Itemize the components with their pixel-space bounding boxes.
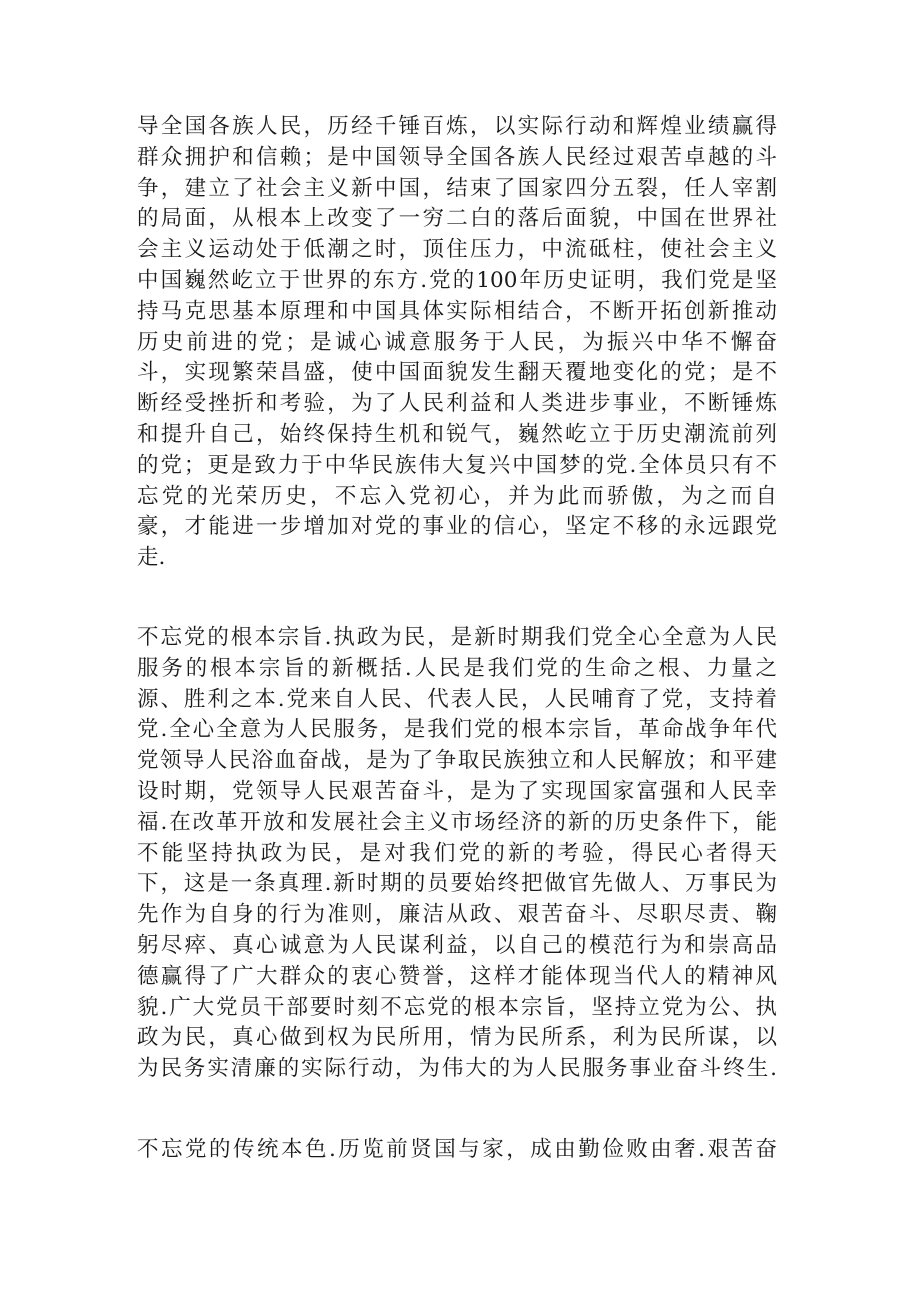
text-line: 貌.广大党员干部要时刻不忘党的根本宗旨，坚持立党为公、执: [137, 994, 777, 1020]
paragraph-tradition: [137, 1135, 777, 1166]
text-line: 不忘党的传统本色.历览前贤国与家，成由勤俭败由奢.艰苦奋: [137, 1137, 777, 1162]
text-line: 和提升自己，始终保持生机和锐气，巍然屹立于历史潮流前列: [137, 421, 777, 447]
text-line: 为民务实清廉的实际行动，为伟大的为人民服务事业奋斗终生.: [137, 1056, 777, 1082]
text-line: 党.全心全意为人民服务，是我们党的根本宗旨，革命战争年代: [137, 717, 777, 743]
text-line: 豪，才能进一步增加对党的事业的信心，坚定不移的永远跟党: [137, 514, 777, 540]
text-line: 不忘党的根本宗旨.执政为民，是新时期我们党全心全意为人民: [137, 625, 777, 650]
text-line: 断经受挫折和考验，为了人民利益和人类进步事业，不断锤炼: [137, 391, 777, 417]
text-line: 持马克思基本原理和中国具体实际相结合，不断开拓创新推动: [137, 298, 777, 324]
text-line: 的局面，从根本上改变了一穷二白的落后面貌，中国在世界社: [137, 206, 777, 232]
text-line: 会主义运动处于低潮之时，顶住压力，中流砥柱，使社会主义: [137, 237, 777, 263]
text-line: 服务的根本宗旨的新概括.人民是我们党的生命之根、力量之: [137, 655, 777, 681]
text-line: 的党；更是致力于中华民族伟大复兴中国梦的党.全体员只有不: [137, 452, 777, 478]
text-line: 源、胜利之本.党来自人民、代表人民，人民哺育了党，支持着: [137, 686, 777, 712]
text-line: 福.在改革开放和发展社会主义市场经济的新的历史条件下，能: [137, 809, 777, 835]
text-line: 导全国各族人民，历经千锤百炼，以实际行动和辉煌业绩赢得: [137, 114, 777, 139]
paragraph-purpose: [137, 623, 777, 1085]
text-line: 争，建立了社会主义新中国，结束了国家四分五裂，任人宰割: [137, 175, 777, 201]
text-line: 历史前进的党；是诚心诚意服务于人民，为振兴中华不懈奋: [137, 329, 777, 355]
text-line: 中国巍然屹立于世界的东方.党的100年历史证明，我们党是坚: [137, 267, 777, 293]
text-line: 政为民，真心做到权为民所用，情为民所系，利为民所谋，以: [137, 1025, 777, 1051]
text-line: 党领导人民浴血奋战，是为了争取民族独立和人民解放；和平建: [137, 748, 777, 774]
text-line: 斗，实现繁荣昌盛，使中国面貌发生翻天覆地变化的党；是不: [137, 360, 777, 386]
text-line: 不能坚持执政为民，是对我们党的新的考验，得民心者得天: [137, 840, 777, 866]
text-line: 下，这是一条真理.新时期的员要始终把做官先做人、万事民为: [137, 871, 777, 897]
text-line: 先作为自身的行为准则，廉洁从政、艰苦奋斗、尽职尽责、鞠: [137, 902, 777, 928]
paragraph-history: [137, 112, 777, 574]
text-line: 躬尽瘁、真心诚意为人民谋利益，以自己的模范行为和崇高品: [137, 932, 777, 958]
text-line: 忘党的光荣历史，不忘入党初心，并为此而骄傲，为之而自: [137, 483, 777, 509]
text-line: 走.: [137, 545, 166, 571]
text-line: 德赢得了广大群众的衷心赞誉，这样才能体现当代人的精神风: [137, 963, 777, 989]
text-line: 群众拥护和信赖；是中国领导全国各族人民经过艰苦卓越的斗: [137, 144, 777, 170]
text-line: 设时期，党领导人民艰苦奋斗，是为了实现国家富强和人民幸: [137, 778, 777, 804]
